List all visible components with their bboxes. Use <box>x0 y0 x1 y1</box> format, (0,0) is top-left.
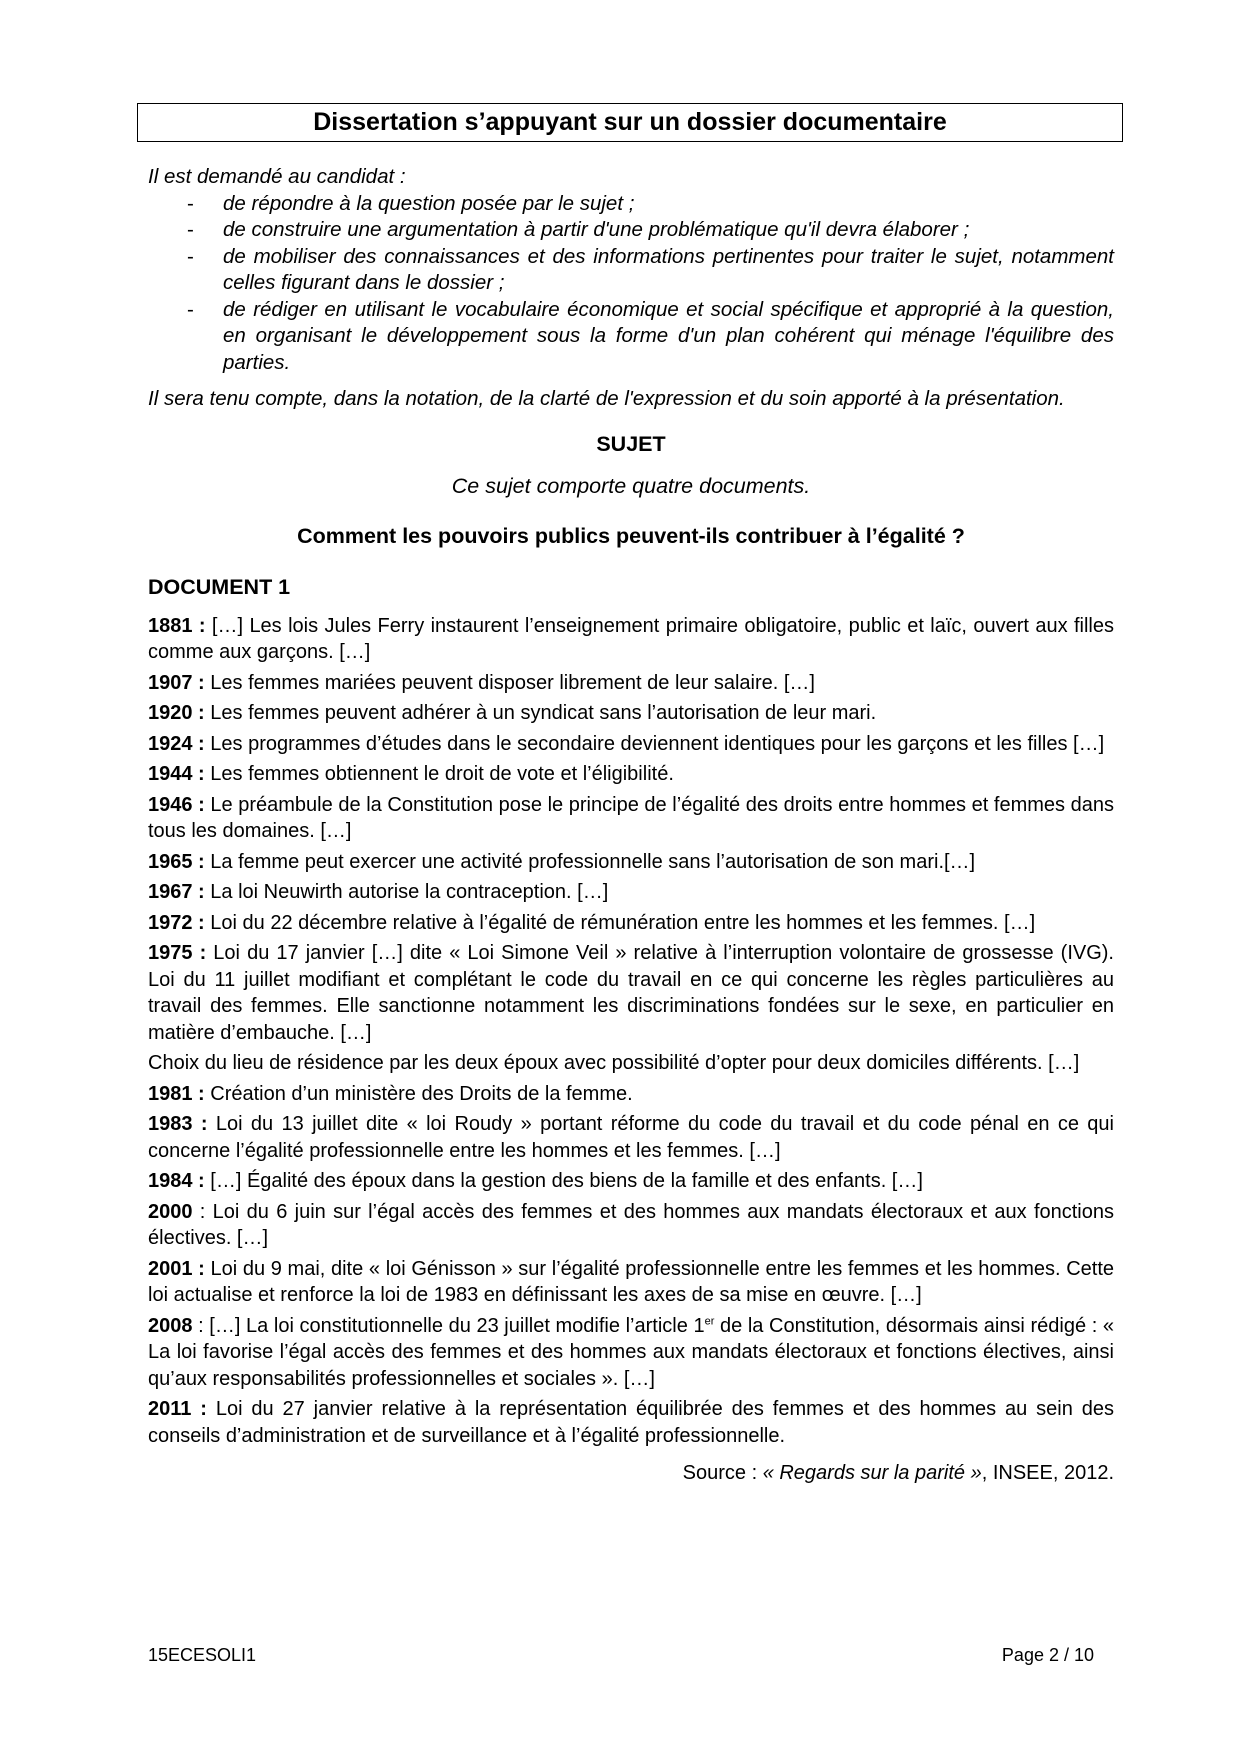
entry-text: La femme peut exercer une activité professionnelle sans l’autorisation de son mari.[…] <box>204 850 976 873</box>
timeline-entry <box>148 1081 1114 1108</box>
entry-year: 1881 : <box>148 614 206 637</box>
entry-text: : Loi du 6 juin sur l’égal accès des femmes et des hommes aux mandats électoraux et aux fonctions électives. […] <box>148 1200 1114 1249</box>
entry-year: 1907 : <box>148 671 205 694</box>
entry-text: Les femmes mariées peuvent disposer librement de leur salaire. […] <box>204 671 815 694</box>
entry-text: Loi du 22 décembre relative à l’égalité de rémunération entre les hommes et les femmes. […] <box>204 911 1036 934</box>
timeline-entry <box>148 1199 1114 1252</box>
entry-text: Les femmes obtiennent le droit de vote et l’éligibilité. <box>204 763 674 785</box>
entry-year: 1965 : <box>148 850 205 873</box>
sujet-subtitle: Ce sujet comporte quatre documents. <box>451 473 811 498</box>
entry-text: Loi du 27 janvier relative à la représentation équilibrée des femmes et des hommes au sein des conseils d’administration et de surveillance et à l’égalité professionnelle. <box>148 1398 1114 1447</box>
entry-year: 1981 : <box>148 1082 205 1105</box>
instruction-item: - de construire une argumentation à partir d'une problématique qu'il devra élaborer ; <box>148 217 1114 244</box>
timeline-entry <box>148 700 1114 727</box>
entry-year: 2001 : <box>148 1257 205 1280</box>
entry-year: 1984 : <box>148 1170 205 1192</box>
timeline-entry <box>148 1313 1114 1393</box>
timeline-entry <box>148 792 1114 845</box>
entry-year: 1983 : <box>148 1113 208 1135</box>
instruction-item: - de mobiliser des connaissances et des informations pertinentes pour traiter le sujet, notamment celles figurant dans le dossier ; <box>187 244 1114 294</box>
page-content <box>148 103 1114 1487</box>
instructions-intro: Il est demandé au candidat : <box>148 165 406 188</box>
page-title: Dissertation s’appuyant sur un dossier documentaire <box>137 103 1123 142</box>
footer-page-number: Page 2 / 10 <box>1001 1645 1094 1665</box>
entry-year: 1920 : <box>148 702 205 724</box>
timeline-entry <box>148 761 1114 788</box>
entry-superscript: er <box>704 1314 715 1327</box>
timeline-entry <box>148 910 1114 937</box>
dash-marker: - <box>187 191 194 215</box>
entry-text-after: de la Constitution, désormais ainsi rédigé : « La loi favorise l’égal accès des femmes et des hommes aux mandats électoraux et fonctions électives, ainsi qu’aux responsabilités professionnelles et sociales ». […] <box>148 1314 1114 1390</box>
timeline-entry <box>148 1050 1114 1077</box>
entry-text: : […] La loi constitutionnelle du 23 juillet modifie l’article 1 <box>192 1314 705 1337</box>
entry-year: 1975 : <box>148 942 207 964</box>
entry-year: 1946 : <box>148 793 205 816</box>
entry-text: […] Les lois Jules Ferry instaurent l’enseignement primaire obligatoire, public et laïc, ouvert aux filles comme aux garçons. […] <box>148 614 1114 663</box>
instructions-list <box>148 191 1114 377</box>
source-suffix: , INSEE, 2012. <box>981 1462 1114 1484</box>
entry-text: Choix du lieu de résidence par les deux époux avec possibilité d’opter pour deux domiciles différents. […] <box>148 1052 1080 1074</box>
timeline-entry <box>148 1111 1114 1164</box>
instructions <box>148 164 1114 413</box>
entry-text: Les programmes d’études dans le secondaire deviennent identiques pour les garçons et les filles […] <box>204 732 1105 755</box>
timeline-entry <box>148 731 1114 758</box>
instruction-item: - de rédiger en utilisant le vocabulaire économique et social spécifique et approprié à la question, en organisant le développement sous la forme d'un plan cohérent qui ménage l'équilibre des parties. <box>187 297 1114 374</box>
entry-year: 1924 : <box>148 732 205 755</box>
footer-code: 15ECESOLI1 <box>148 1645 257 1665</box>
dash-marker: - <box>187 244 194 268</box>
timeline-entry <box>148 1396 1114 1449</box>
dash-marker: - <box>187 297 194 321</box>
timeline-entry <box>148 940 1114 1046</box>
entry-year: 2008 <box>148 1314 193 1337</box>
timeline-entry <box>148 613 1114 666</box>
entry-text: Loi du 9 mai, dite « loi Génisson » sur l’égalité professionnelle entre les femmes et les hommes. Cette loi actualise et renforce la loi de 1983 en définissant les axes de sa mise en œuvre. […] <box>148 1257 1114 1306</box>
entry-year: 1944 : <box>148 763 205 785</box>
entry-text: […] Égalité des époux dans la gestion des biens de la famille et des enfants. […] <box>204 1170 923 1192</box>
entry-text: Loi du 13 juillet dite « loi Roudy » portant réforme du code du travail et du code pénal en ce qui concerne l’égalité professionnelle entre les hommes et les femmes. […] <box>148 1113 1114 1162</box>
timeline-entry <box>148 670 1114 697</box>
entry-text: Le préambule de la Constitution pose le principe de l’égalité des droits entre hommes et femmes dans tous les domaines. […] <box>148 793 1114 842</box>
dash-marker: - <box>187 218 194 241</box>
sujet-question: Comment les pouvoirs publics peuvent-ils contribuer à l’égalité ? <box>297 523 965 548</box>
entry-text: Création d’un ministère des Droits de la femme. <box>204 1082 633 1105</box>
timeline-entry <box>148 1168 1114 1195</box>
entry-year: 1967 : <box>148 881 205 903</box>
instructions-note: Il sera tenu compte, dans la notation, de la clarté de l'expression et du soin apporté à la présentation. <box>148 387 1065 410</box>
entry-text: La loi Neuwirth autorise la contraception. […] <box>204 881 609 903</box>
entry-year: 1972 : <box>148 911 205 934</box>
source-publication: « Regards sur la parité » <box>762 1462 982 1484</box>
timeline-entry <box>148 879 1114 906</box>
instruction-item: - de répondre à la question posée par le sujet ; <box>148 191 1114 218</box>
entry-year: 2011 : <box>148 1398 207 1420</box>
timeline-entry <box>148 1256 1114 1309</box>
timeline-entry <box>148 849 1114 876</box>
document-heading: DOCUMENT 1 <box>148 574 291 599</box>
source-prefix: Source : <box>682 1462 763 1484</box>
entry-text: Loi du 17 janvier […] dite « Loi Simone Veil » relative à l’interruption volontaire de grossesse (IVG). Loi du 11 juillet modifiant et complétant le code du travail en ce qui concerne les règles particulières au travail des femmes. Elle sanctionne notamment les discriminations fondées sur le sexe, en particulier en matière d’embauche. […] <box>148 942 1114 1044</box>
sujet-heading: SUJET <box>596 431 666 456</box>
entry-year: 2000 <box>148 1200 193 1223</box>
document-source <box>148 1459 1114 1487</box>
entry-text: Les femmes peuvent adhérer à un syndicat sans l’autorisation de leur mari. <box>204 702 877 724</box>
page-footer <box>148 1645 1094 1666</box>
document-entries <box>148 613 1114 1450</box>
